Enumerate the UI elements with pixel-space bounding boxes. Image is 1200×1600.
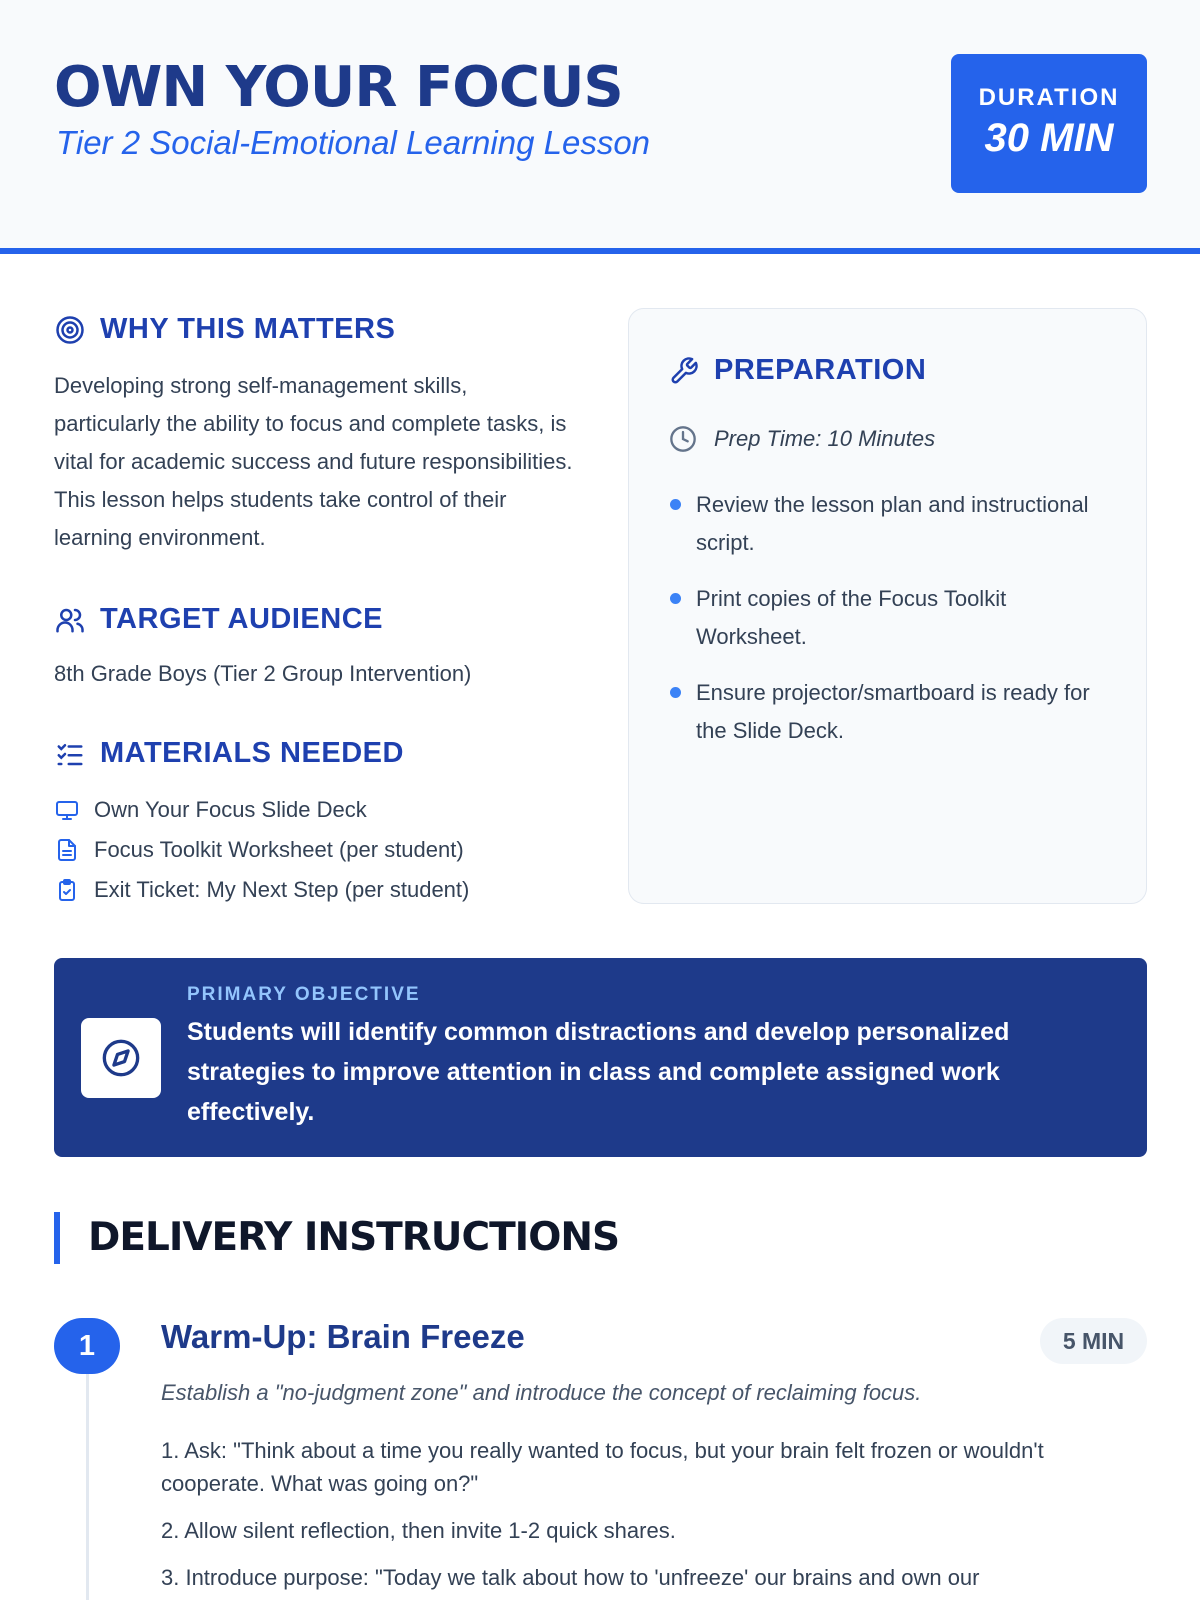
wrench-icon xyxy=(668,355,700,387)
target-icon xyxy=(54,314,86,346)
objective-banner xyxy=(54,958,1147,1157)
list-item xyxy=(54,870,469,910)
bullet-dot xyxy=(670,499,681,510)
prep-time xyxy=(668,424,935,454)
materials-heading xyxy=(54,737,404,770)
material-label: Focus Toolkit Worksheet (per student) xyxy=(94,837,464,862)
audience-text: 8th Grade Boys (Tier 2 Group Intervention) xyxy=(54,661,472,686)
why-heading-label: WHY THIS MATTERS xyxy=(100,313,396,345)
prep-item-label: Review the lesson plan and instructional script. xyxy=(696,492,1089,555)
list-item: 3. Introduce purpose: "Today we talk about how to 'unfreeze' our brains and own our xyxy=(161,1565,980,1590)
monitor-icon xyxy=(54,797,80,823)
list-item xyxy=(54,790,469,830)
page-header xyxy=(0,0,1200,254)
section-accent-bar xyxy=(54,1212,60,1264)
prep-item-label: Ensure projector/smartboard is ready for the Slide Deck. xyxy=(696,680,1090,743)
prep-item-label: Print copies of the Focus Toolkit Worksheet. xyxy=(696,586,1007,649)
list-item xyxy=(668,580,1108,656)
why-text: Developing strong self-management skills, particularly the ability to focus and complete tasks, is vital for academic success and future responsibilities. This lesson helps students take control of their learning environment. xyxy=(54,373,573,550)
list-item xyxy=(54,830,469,870)
clock-icon xyxy=(668,424,698,454)
timeline-line xyxy=(86,1370,89,1600)
list-item: 1. Ask: "Think about a time you really wanted to focus, but your brain felt frozen or wouldn't cooperate. What was going on?" xyxy=(161,1438,1044,1496)
users-icon xyxy=(54,604,86,636)
checklist-icon xyxy=(54,738,86,770)
list-item xyxy=(668,486,1108,562)
why-heading xyxy=(54,313,395,346)
objective-text: Students will identify common distractions and develop personalized strategies to improve attention in class and complete assigned work effectively. xyxy=(187,1018,1010,1126)
preparation-list xyxy=(668,486,1108,768)
duration-label: DURATION xyxy=(978,84,1120,111)
clipboard-check-icon xyxy=(54,877,80,903)
list-item xyxy=(668,674,1108,750)
compass-icon xyxy=(81,1018,161,1098)
objective-label: PRIMARY OBJECTIVE xyxy=(187,984,421,1005)
material-label: Own Your Focus Slide Deck xyxy=(94,797,367,822)
bullet-dot xyxy=(670,593,681,604)
document-icon xyxy=(54,837,80,863)
page-title: OWN YOUR FOCUS xyxy=(54,55,623,120)
prep-time-label: Prep Time: 10 Minutes xyxy=(714,426,936,451)
material-label: Exit Ticket: My Next Step (per student) xyxy=(94,877,470,902)
step-time-badge: 5 MIN xyxy=(1040,1318,1147,1364)
step-description: Establish a "no-judgment zone" and introduce the concept of reclaiming focus. xyxy=(161,1380,922,1405)
audience-heading xyxy=(54,603,383,636)
page-subtitle: Tier 2 Social-Emotional Learning Lesson xyxy=(56,124,651,161)
materials-heading-label: MATERIALS NEEDED xyxy=(100,737,404,769)
list-item: 2. Allow silent reflection, then invite 1-2 quick shares. xyxy=(161,1518,676,1543)
materials-list xyxy=(54,790,469,910)
bullet-dot xyxy=(670,687,681,698)
preparation-heading xyxy=(668,354,926,387)
step-number: 1 xyxy=(54,1318,120,1374)
duration-value: 30 MIN xyxy=(984,116,1114,160)
duration-badge xyxy=(951,54,1147,193)
audience-heading-label: TARGET AUDIENCE xyxy=(100,603,383,635)
step-title: Warm-Up: Brain Freeze xyxy=(161,1318,525,1355)
preparation-heading-label: PREPARATION xyxy=(714,354,927,386)
delivery-heading: DELIVERY INSTRUCTIONS xyxy=(88,1215,620,1260)
step-instruction-list xyxy=(161,1434,1121,1600)
